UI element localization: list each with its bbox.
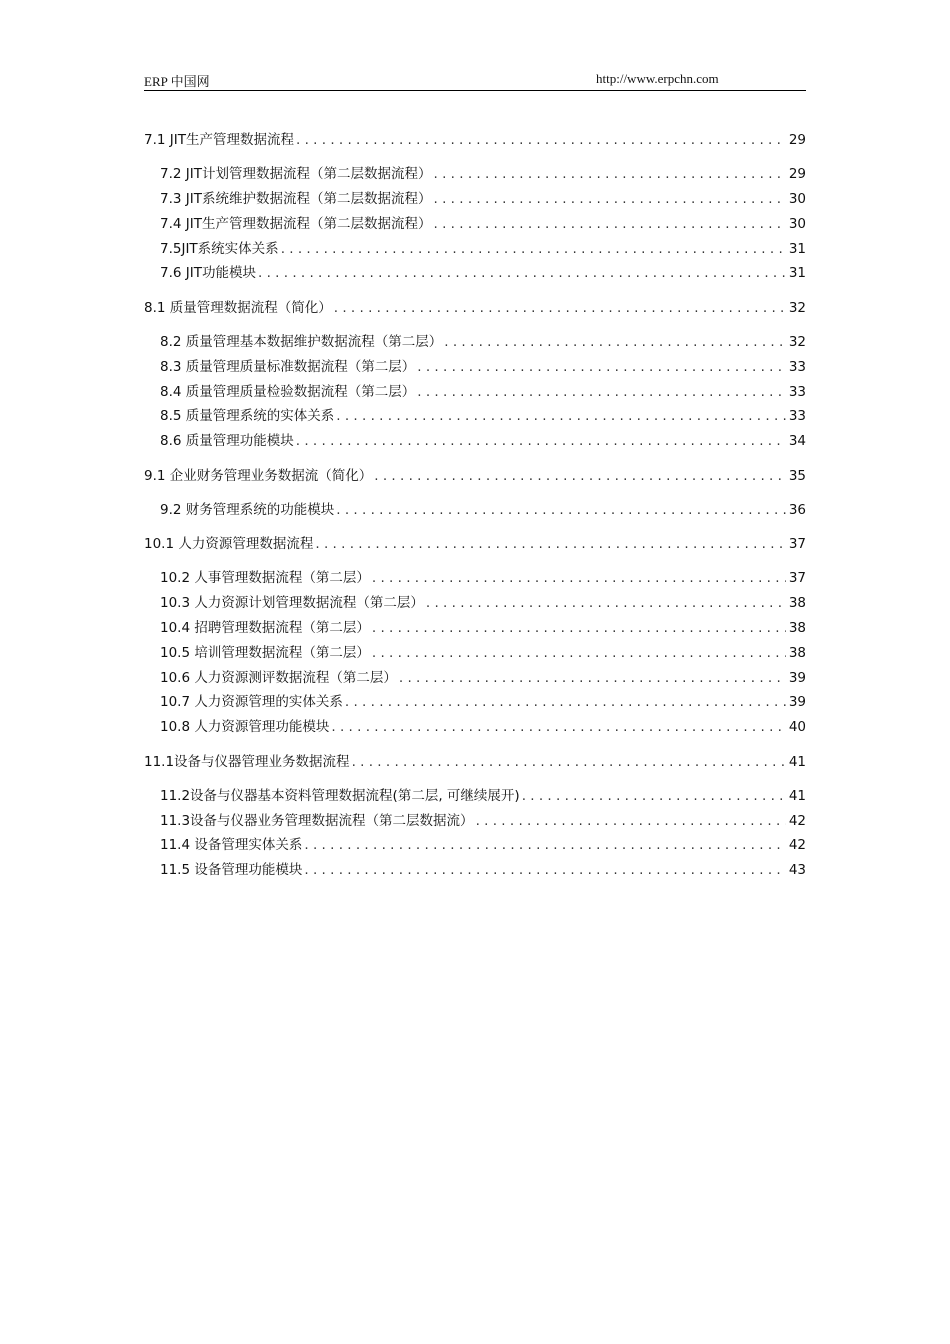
toc-entry-page: 30 <box>788 191 806 208</box>
toc-entry-page: 39 <box>788 694 806 711</box>
toc-entry-title: 11.1设备与仪器管理业务数据流程 <box>144 753 350 770</box>
toc-entry-page: 32 <box>788 334 806 351</box>
toc-entry-page: 29 <box>788 132 806 148</box>
toc-leader-dots <box>476 813 786 829</box>
toc-entry-page: 38 <box>788 644 806 661</box>
toc-leader-dots <box>304 837 786 853</box>
toc-entry-page: 41 <box>788 787 806 804</box>
toc-leader-dots <box>433 216 786 232</box>
header-site-url[interactable]: http://www.erpchn.com <box>596 71 719 86</box>
toc-entry-title: 8.6 质量管理功能模块 <box>160 433 294 450</box>
toc-entry-title: 10.7 人力资源管理的实体关系 <box>160 694 343 711</box>
toc-entry[interactable] <box>144 532 806 557</box>
toc-leader-dots <box>334 300 786 316</box>
toc-leader-dots <box>331 719 786 735</box>
toc-entry[interactable] <box>144 187 806 212</box>
toc-entry-title: 10.5 培训管理数据流程（第二层） <box>160 644 370 661</box>
header-site-name: ERP 中国网 <box>144 74 210 89</box>
toc-entry-page: 33 <box>788 408 806 425</box>
toc-entry[interactable] <box>144 809 806 834</box>
toc-entry-page: 43 <box>788 862 806 879</box>
toc-entry-page: 33 <box>788 358 806 375</box>
toc-leader-dots <box>417 384 786 400</box>
toc-leader-dots <box>336 502 786 518</box>
toc-entry-page: 30 <box>788 215 806 232</box>
toc-entry[interactable] <box>144 464 806 489</box>
toc-entry-title: 8.4 质量管理质量检验数据流程（第二层） <box>160 383 416 400</box>
toc-entry-title: 7.6 JIT功能模块 <box>160 265 256 282</box>
toc-entry[interactable] <box>144 690 806 715</box>
table-of-contents <box>144 128 806 883</box>
toc-entry[interactable] <box>144 404 806 429</box>
toc-entry[interactable] <box>144 641 806 666</box>
toc-entry[interactable] <box>144 784 806 809</box>
toc-leader-dots <box>352 754 786 770</box>
toc-entry-page: 31 <box>788 240 806 257</box>
toc-leader-dots <box>345 694 786 710</box>
toc-entry[interactable] <box>144 355 806 380</box>
toc-entry[interactable] <box>144 128 806 153</box>
toc-entry[interactable] <box>144 566 806 591</box>
toc-entry-title: 11.3设备与仪器业务管理数据流程（第二层数据流） <box>160 812 474 829</box>
toc-entry-title: 10.1 人力资源管理数据流程 <box>144 536 314 553</box>
toc-entry[interactable] <box>144 833 806 858</box>
toc-entry[interactable] <box>144 616 806 641</box>
toc-entry[interactable] <box>144 498 806 523</box>
toc-leader-dots <box>399 670 786 686</box>
toc-entry[interactable] <box>144 591 806 616</box>
toc-leader-dots <box>258 265 786 281</box>
toc-entry[interactable] <box>144 330 806 355</box>
toc-entry-page: 42 <box>788 837 806 854</box>
toc-entry-title: 7.3 JIT系统维护数据流程（第二层数据流程） <box>160 191 432 208</box>
toc-leader-dots <box>296 433 786 449</box>
toc-entry-title: 8.2 质量管理基本数据维护数据流程（第二层） <box>160 334 443 351</box>
toc-entry-title: 11.2设备与仪器基本资料管理数据流程(第二层, 可继续展开) <box>160 787 520 804</box>
toc-entry-title: 10.4 招聘管理数据流程（第二层） <box>160 620 370 637</box>
toc-entry-page: 41 <box>788 753 806 770</box>
toc-entry-page: 34 <box>788 433 806 450</box>
toc-entry[interactable] <box>144 750 806 775</box>
toc-entry-title: 10.2 人事管理数据流程（第二层） <box>160 570 370 587</box>
toc-leader-dots <box>522 788 786 804</box>
toc-entry[interactable] <box>144 380 806 405</box>
toc-entry[interactable] <box>144 162 806 187</box>
toc-entry[interactable] <box>144 261 806 286</box>
toc-entry[interactable] <box>144 296 806 321</box>
toc-leader-dots <box>281 241 786 257</box>
page-header <box>144 70 806 91</box>
toc-leader-dots <box>433 166 786 182</box>
toc-entry-page: 37 <box>788 570 806 587</box>
toc-leader-dots <box>336 408 786 424</box>
toc-entry-page: 31 <box>788 265 806 282</box>
toc-entry-title: 9.1 企业财务管理业务数据流（简化） <box>144 467 373 484</box>
toc-entry-title: 8.5 质量管理系统的实体关系 <box>160 408 335 425</box>
toc-entry-title: 8.3 质量管理质量标准数据流程（第二层） <box>160 358 416 375</box>
toc-entry[interactable] <box>144 858 806 883</box>
toc-leader-dots <box>417 359 786 375</box>
toc-entry-title: 8.1 质量管理数据流程（简化） <box>144 299 332 316</box>
toc-entry-page: 42 <box>788 812 806 829</box>
toc-leader-dots <box>374 468 786 484</box>
toc-leader-dots <box>372 620 786 636</box>
toc-entry[interactable] <box>144 666 806 691</box>
toc-entry-title: 7.5JIT系统实体关系 <box>160 240 279 257</box>
toc-entry-page: 36 <box>788 501 806 518</box>
toc-entry-title: 11.4 设备管理实体关系 <box>160 837 303 854</box>
toc-entry-page: 38 <box>788 620 806 637</box>
toc-entry[interactable] <box>144 212 806 237</box>
toc-leader-dots <box>304 862 786 878</box>
toc-leader-dots <box>315 536 786 552</box>
toc-leader-dots <box>296 132 786 148</box>
toc-entry-title: 11.5 设备管理功能模块 <box>160 862 303 879</box>
toc-entry-page: 33 <box>788 383 806 400</box>
toc-leader-dots <box>372 570 786 586</box>
toc-entry-page: 38 <box>788 595 806 612</box>
toc-entry-title: 10.6 人力资源测评数据流程（第二层） <box>160 669 397 686</box>
toc-entry-page: 32 <box>788 299 806 316</box>
toc-leader-dots <box>426 595 786 611</box>
toc-leader-dots <box>372 645 786 661</box>
toc-entry-title: 10.8 人力资源管理功能模块 <box>160 719 330 736</box>
toc-entry-title: 10.3 人力资源计划管理数据流程（第二层） <box>160 595 424 612</box>
toc-leader-dots <box>433 191 786 207</box>
toc-leader-dots <box>444 334 786 350</box>
toc-entry[interactable] <box>144 715 806 740</box>
toc-entry[interactable] <box>144 237 806 262</box>
toc-entry-title: 9.2 财务管理系统的功能模块 <box>160 501 335 518</box>
toc-entry-page: 40 <box>788 719 806 736</box>
toc-entry[interactable] <box>144 429 806 454</box>
toc-entry-page: 29 <box>788 166 806 183</box>
toc-entry-title: 7.4 JIT生产管理数据流程（第二层数据流程） <box>160 215 432 232</box>
toc-entry-page: 37 <box>788 536 806 553</box>
toc-entry-title: 7.2 JIT计划管理数据流程（第二层数据流程） <box>160 166 432 183</box>
toc-entry-page: 35 <box>788 467 806 484</box>
toc-entry-page: 39 <box>788 669 806 686</box>
toc-entry-title: 7.1 JIT生产管理数据流程 <box>144 132 294 148</box>
